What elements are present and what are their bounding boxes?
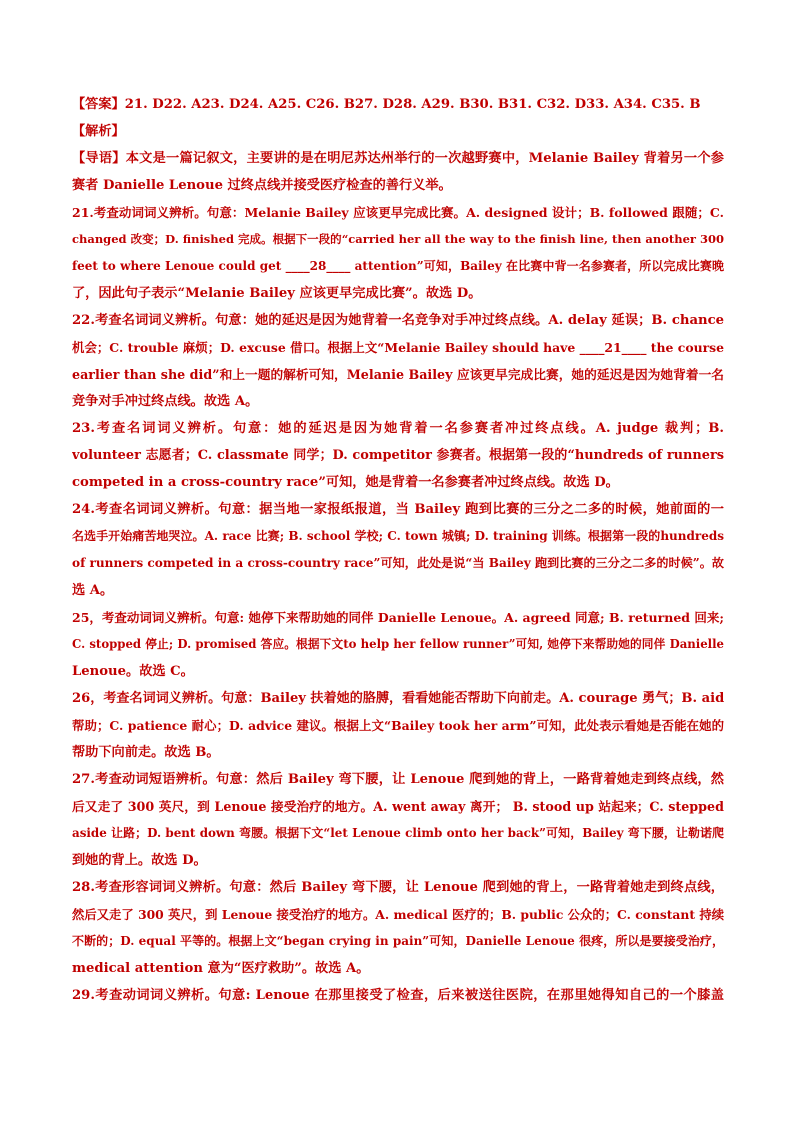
text-line: 机会；C. trouble 麻烦；D. excuse 借口。根据上文“Melanie Bailey should have ____21____ the course xyxy=(72,340,724,355)
text-line: 然后又走了 300 英尺，到 Lenoue 接受治疗的地方。A. medical 医疗的；B. public 公众的；C. constant 持续 xyxy=(72,907,724,922)
text-line: aside 让路；D. bent down 弯腰。根据下文“let Lenoue climb onto her back”可知，Bailey 弯下腰，让勒诺爬 xyxy=(72,826,724,840)
text-line: 了，因此句子表示“Melanie Bailey 应该更早完成比赛”。故选 D。 xyxy=(72,286,482,301)
text-line: 23.考查名词词义辨析。句意：她的延迟是因为她背着一名参赛者冲过终点线。A. judge 裁判；B. xyxy=(72,421,724,436)
text-line: 【答案】21. D22. A23. D24. A25. C26. B27. D28. A29. B30. B31. C32. D33. A34. C35. B xyxy=(72,97,701,112)
text-line: feet to where Lenoue could get ____28____ attention”可知，Bailey 在比赛中背一名参赛者，所以完成比赛晚 xyxy=(72,259,724,273)
text-line: competed in a cross-country race”可知，她是背着一名参赛者冲过终点线。故选 D。 xyxy=(72,475,619,490)
text-line: of runners competed in a cross-country race”可知，此处是说“当 Bailey 跑到比赛的三分之二多的时候”。故 xyxy=(72,556,724,570)
text-line: 到她的背上。故选 D。 xyxy=(72,853,207,868)
text-line: medical attention 意为“医疗救助”。故选 A。 xyxy=(72,961,370,976)
answer-explanation-text xyxy=(72,91,724,1009)
text-line: 26，考查名词词义辨析。句意：Bailey 扶着她的胳膊，看看她能否帮助下向前走。A. courage 勇气；B. aid xyxy=(72,691,724,706)
text-line: 28.考查形容词词义辨析。句意：然后 Bailey 弯下腰，让 Lenoue 爬到她的背上，一路背着她走到终点线， xyxy=(72,880,724,895)
text-line: 29.考查动词词义辨析。句意: Lenoue 在那里接受了检查，后来被送往医院，在那里她得知自己的一个膝盖 xyxy=(72,988,724,1003)
text-line: 27.考查动词短语辨析。句意：然后 Bailey 弯下腰，让 Lenoue 爬到她的背上，一路背着她走到终点线，然 xyxy=(72,772,724,787)
text-line: 21.考查动词词义辨析。句意：Melanie Bailey 应该更早完成比赛。A. designed 设计；B. followed 跟随；C. xyxy=(72,205,724,220)
text-line: 24.考查名词词义辨析。句意：据当地一家报纸报道，当 Bailey 跑到比赛的三分之二多的时候，她前面的一 xyxy=(72,502,724,517)
text-line: volunteer 志愿者；C. classmate 同学；D. competitor 参赛者。根据第一段的“hundreds of runners xyxy=(72,448,724,463)
text-line: 帮助；C. patience 耐心；D. advice 建议。根据上文“Bailey took her arm”可知，此处表示看她是否能在她的 xyxy=(72,718,724,733)
text-line: 帮助下向前走。故选 B。 xyxy=(72,745,220,760)
text-line: 竞争对手冲过终点线。故选 A。 xyxy=(72,394,259,409)
text-line: 赛者 Danielle Lenoue 过终点线并接受医疗检查的善行义举。 xyxy=(72,178,452,193)
text-line: C. stopped 停止; D. promised 答应。根据下文to help her fellow runner”可知, 她停下来帮助她的同伴 Danielle xyxy=(72,637,724,651)
text-line: 后又走了 300 英尺，到 Lenoue 接受治疗的地方。A. went away 离开； B. stood up 站起来；C. stepped xyxy=(72,799,724,814)
text-line: 【导语】本文是一篇记叙文，主要讲的是在明尼苏达州举行的一次越野赛中，Melanie Bailey 背着另一个参 xyxy=(72,151,724,166)
text-line: 不断的；D. equal 平等的。根据上文“began crying in pain”可知，Danielle Lenoue 很疼，所以是要接受治疗， xyxy=(72,934,724,948)
text-line: 【解析】 xyxy=(72,124,125,139)
text-line: 选 A。 xyxy=(72,583,114,598)
text-line: 25，考查动词词义辨析。句意: 她停下来帮助她的同伴 Danielle Lenoue。A. agreed 同意; B. returned 回来; xyxy=(72,610,724,625)
text-line: 22.考查名词词义辨析。句意：她的延迟是因为她背着一名竞争对手冲过终点线。A. delay 延误；B. chance xyxy=(72,313,724,328)
text-line: changed 改变；D. finished 完成。根据下一段的“carried her all the way to the finish line, then another 300 xyxy=(72,232,724,246)
text-line: earlier than she did”和上一题的解析可知，Melanie Bailey 应该更早完成比赛，她的延迟是因为她背着一名 xyxy=(72,367,724,382)
text-line: 名选手开始痛苦地哭泣。A. race 比赛; B. school 学校; C. town 城镇; D. training 训练。根据第一段的hundreds xyxy=(72,529,724,543)
text-line: Lenoue。故选 C。 xyxy=(72,664,194,679)
